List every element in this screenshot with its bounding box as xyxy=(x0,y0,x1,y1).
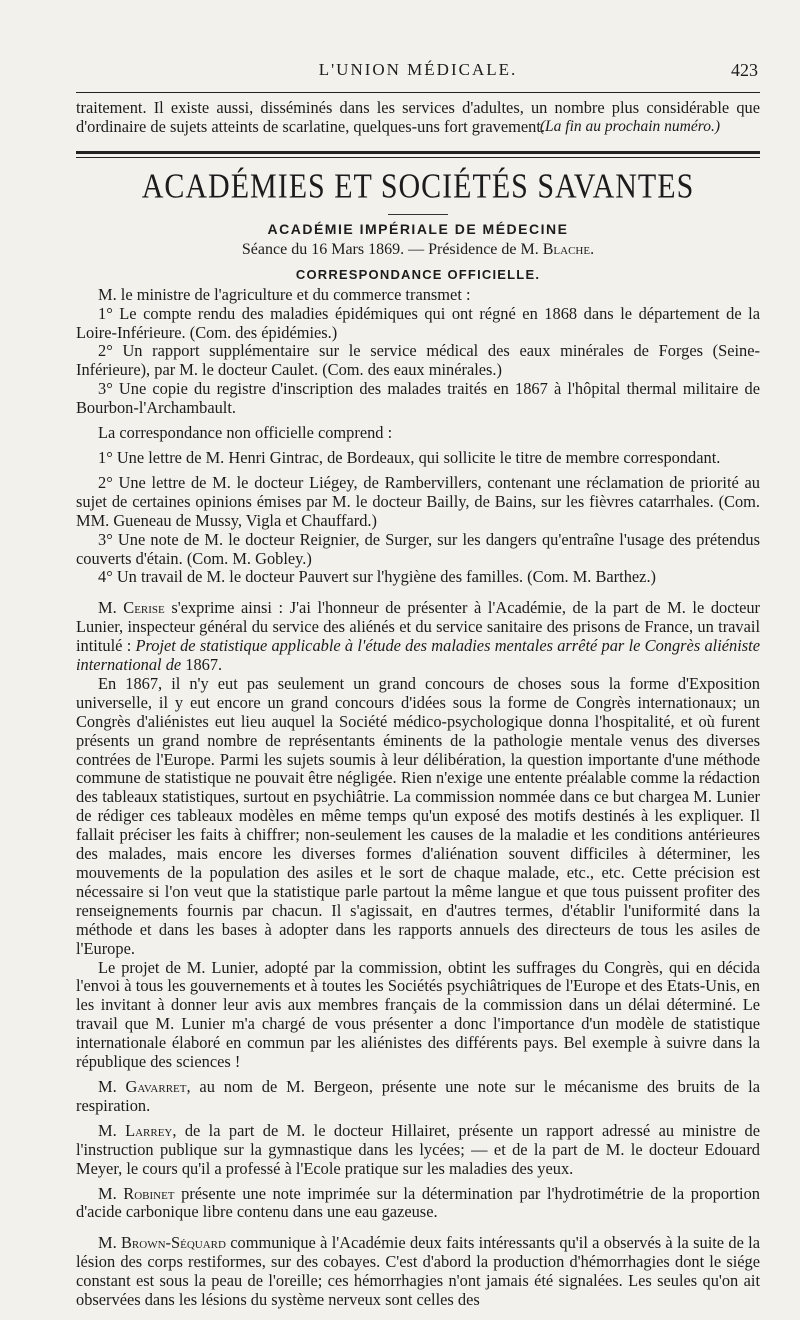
larrey-text: , de la part de M. le docteur Hillairet, présente un rapport adressé au ministre de l'instruction publique sur la gymnastique dans les lycées; — et de la part de M. le docteur Edouard Meyer, le cours qu'il a professé à l'Ecole pratique sur les maladies des yeux. xyxy=(76,1120,760,1178)
seance-line xyxy=(76,241,760,259)
unofficial-item: 2° Une lettre de M. le docteur Liégey, de Rambervillers, contenant une réclamation de priorité au sujet de certaines opinions émises par M. le docteur Bailly, de Bains, sur les fièvres catarrhales. (Com. MM. Gueneau de Mussy, Vigla et Chauffard.) xyxy=(76,472,760,530)
unofficial-intro: La correspondance non officielle comprend : xyxy=(98,423,393,443)
unofficial-item: 1° Une lettre de M. Henri Gintrac, de Bordeaux, qui sollicite le titre de membre correspondant. xyxy=(98,447,721,467)
continuation-text: traitement. Il existe aussi, disséminés dans les services d'adultes, un nombre plus considérable que d'ordinaire de sujets atteints de scarlatine, quelques-uns fort gravement. xyxy=(76,98,760,136)
robinet-paragraph: M. Robinet présente une note imprimée sur la détermination par l'hydrotimétrie de la proportion d'acide carbonique libre contenu dans une eau gazeuse. xyxy=(76,1183,760,1222)
cerise-paragraph-3: Le projet de M. Lunier, adopté par la commission, obtint les suffrages du Congrès, qui en décida l'envoi à tous les gouvernements et à toutes les Sociétés psychiâtriques de l'Europe et des Etats-Unis, en les invitant à donner leur avis aux membres français de la commission dans un délai déterminé. Le travail que M. Lunier m'a chargé de vous présenter a donc l'importance d'un modèle de statistique internationale élaboré en commun par les aliénistes des différents pays. Bel exemple à suivre dans la république des sciences ! xyxy=(76,957,760,1072)
official-item: 3° Une copie du registre d'inscription des malades traités en 1867 à l'hôpital thermal militaire de Bourbon-l'Archambault. xyxy=(76,379,760,418)
title-rule xyxy=(388,214,448,215)
section-divider xyxy=(76,151,760,158)
speaker-name: Larrey xyxy=(125,1120,173,1140)
work-year: 1867. xyxy=(181,655,223,675)
official-item: 1° Le compte rendu des maladies épidémiques qui ont régné en 1868 dans le département de la Loire-Inférieure. (Com. des épidémies.) xyxy=(76,303,760,342)
work-title: Projet de statistique applicable à l'étude des maladies mentales arrêté par le Congrès aliéniste international de xyxy=(76,636,760,675)
cerise-prefix: M. xyxy=(98,598,124,618)
gavarret-paragraph: M. Gavarret, au nom de M. Bergeon, présente une note sur le mécanisme des bruits de la respiration. xyxy=(76,1076,760,1115)
to-be-continued: (La fin au prochain numéro.) xyxy=(539,117,720,135)
speaker-name: Robinet xyxy=(123,1183,175,1203)
academy-heading: ACADÉMIE IMPÉRIALE DE MÉDECINE xyxy=(267,220,569,237)
brown-sequard-paragraph: M. Brown-Séquard communique à l'Académie deux faits intéressants qu'il a observés à la suite de la lésion des corps restiformes, sur des cobayes. C'est d'abord la production d'hémorrhagies dont le siége constant est sous la peau de l'oreille; ces hémorrhagies n'ont jamais été signalées. Les seules qu'on ait observées dans les lésions du système nerveux sont celles des xyxy=(76,1233,760,1310)
running-head xyxy=(76,56,760,86)
journal-title: L'UNION MÉDICALE. xyxy=(318,60,518,79)
section-title: ACADÉMIES ET SOCIÉTÉS SAVANTES xyxy=(141,167,695,206)
speaker-name: Cerise xyxy=(123,598,165,618)
unofficial-item: 4° Un travail de M. le docteur Pauvert sur l'hygiène des familles. (Com. M. Barthez.) xyxy=(98,567,656,587)
cerise-text: s'exprime ainsi : J'ai l'honneur de présenter à l'Académie, de la part de M. le docteur Lunier, inspecteur général du service des aliénés et du service sanitaire des prisons de France, un travail intitulé : xyxy=(76,598,760,656)
correspondence-heading: CORRESPONDANCE OFFICIELLE. xyxy=(295,266,541,282)
larrey-paragraph: M. Larrey, de la part de M. le docteur Hillairet, présente un rapport adressé au ministre de l'instruction publique sur la gymnastique dans les lycées; — et de la part de M. le docteur Edouard Meyer, le cours qu'il a professé à l'Ecole pratique sur les maladies des yeux. xyxy=(76,1120,760,1178)
president-name: Blache. xyxy=(542,240,595,258)
seance-text: Séance du 16 Mars 1869. — Présidence de M. xyxy=(241,240,539,258)
cerise-paragraph xyxy=(76,599,760,675)
official-intro: M. le ministre de l'agriculture et du commerce transmet : xyxy=(98,284,471,304)
unofficial-item: 3° Une note de M. le docteur Reignier, de Surger, sur les dangers qu'entraîne l'usage des prétendus couverts d'étain. (Com. M. Gobley.) xyxy=(76,529,760,568)
gavarret-text: , au nom de M. Bergeon, présente une note sur le mécanisme des bruits de la respiration. xyxy=(76,1076,760,1115)
header-rule xyxy=(76,92,760,93)
official-item: 2° Un rapport supplémentaire sur le service médical des eaux minérales de Forges (Seine-Inférieure), par M. le docteur Caulet. (Com. des eaux minérales.) xyxy=(76,341,760,380)
cerise-paragraph-2: En 1867, il n'y eut pas seulement un grand concours de choses sous la forme d'Exposition universelle, il y eut encore un grand concours d'idées sous la forme de Congrès internationaux; un Congrès d'aliénistes eut lieu auquel la Société médico-psychologique donna l'hospitalité, et où furent présents un grand nombre de représentants éminents de la pathologie mentale venus des diverses contrées de l'Europe. Parmi les sujets soumis à leur délibération, la question importante d'une méthode commune de statistique ne pouvait être négligée. Rien n'exige une entente préalable comme la rédaction des tableaux statistiques, surtout en psychiâtrie. La commission nommée dans ce but chargea M. Lunier de rédiger ces tableaux modèles en même temps qu'un exposé des motifs destinés à les expliquer. Il fallait préciser les faits à chiffrer; non-seulement les causes de la maladie et les conditions antérieures des malades, mais encore les diverses formes d'aliénation souvent difficiles à déterminer, les mouvements de la population des asiles et le sort de chaque malade, etc., etc. Cette précision est nécessaire si l'on veut que la statistique parle partout la même langue et que tous puissent profiter des renseignements fournis par chacun. Il s'agissait, en d'autres termes, d'établir l'uniformité dans la méthode et dans les bases à adopter dans les rapports annuels des directeurs de tous les asiles de l'Europe. xyxy=(76,673,760,958)
page-number: 423 xyxy=(731,60,758,80)
speaker-name: Brown-Séquard xyxy=(120,1233,226,1253)
speaker-name: Gavarret xyxy=(125,1076,187,1096)
robinet-text: présente une note imprimée sur la détermination par l'hydrotimétrie de la proportion d'acide carbonique libre contenu dans une eau gazeuse. xyxy=(76,1183,760,1222)
brown-sequard-text: communique à l'Académie deux faits intéressants qu'il a observés à la suite de la lésion des corps restiformes, sur des cobayes. C'est d'abord la production d'hémorrhagies dont le siége constant est sous la peau de l'oreille; ces hémorrhagies n'ont jamais été signalées. Les seules qu'on ait observées dans les lésions du système nerveux sont celles des xyxy=(76,1233,760,1310)
